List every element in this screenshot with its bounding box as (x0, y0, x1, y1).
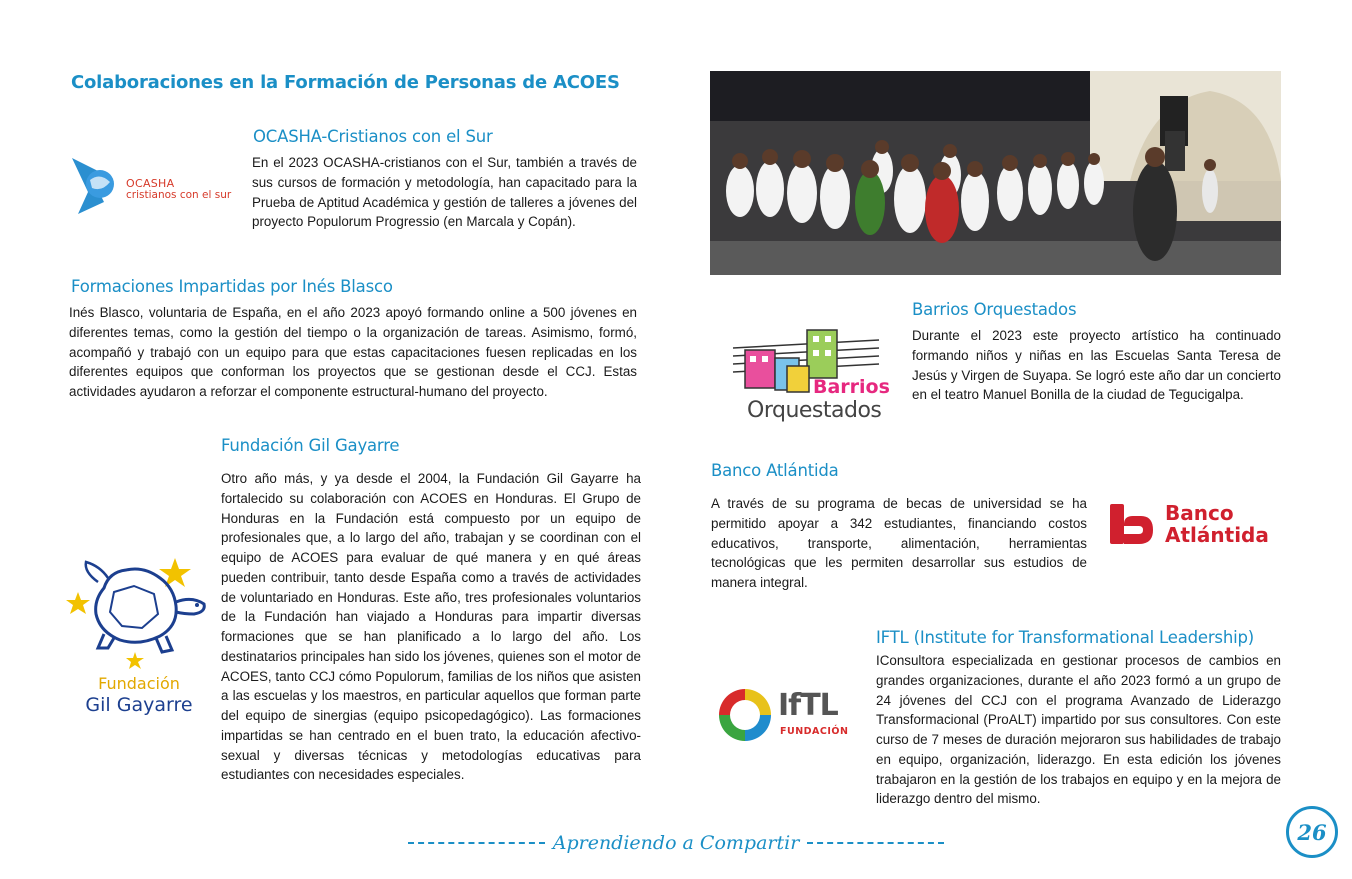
turtle-icon (64, 552, 214, 672)
barrios-orquestados-logo (729, 326, 891, 430)
gil-gayarre-logo-line1: Fundación (98, 674, 180, 693)
footer-dashes-left (408, 842, 545, 844)
iftl-logo-name: IfTL (778, 688, 838, 723)
footer-text: Aprendiendo a Compartir (552, 832, 800, 854)
ocasha-heading: OCASHA-Cristianos con el Sur (253, 127, 493, 146)
banco-heading: Banco Atlántida (711, 461, 839, 480)
banco-logo-line2: Atlántida (1165, 523, 1269, 547)
barrios-logo-line1: Barrios (813, 376, 890, 398)
gil-gayarre-heading: Fundación Gil Gayarre (221, 436, 400, 455)
iftl-logo-subtitle: FUNDACIÓN (780, 726, 849, 737)
iftl-paragraph: IConsultora especializada en gestionar procesos de cambios en grandes organizaciones, durante el año 2023 formó a un grupo de 24 jóvenes del CCJ con el programa Avanzado de Liderazgo Transformacional (ProALT) impartido por sus consultores. Con este curso de 7 meses de duración mejoraron sus habilidades de trabajo en equipo, organización, liderazgo. En esta edición los jóvenes trabajaron en la gestión de los trabajos en equipo y en la mejora de liderazgo dentro del mismo. (876, 653, 1281, 807)
footer-banner (408, 830, 944, 856)
banco-logo-line1: Banco (1165, 501, 1234, 525)
ocasha-logo-name: OCASHA (126, 177, 175, 190)
choir-photo-illustration (710, 71, 1281, 275)
ines-heading: Formaciones Impartidas por Inés Blasco (71, 277, 393, 296)
barrios-heading: Barrios Orquestados (912, 300, 1077, 319)
iftl-logo (716, 686, 852, 746)
banco-atlantida-logo (1109, 502, 1281, 548)
footer-dashes-right (807, 842, 944, 844)
banco-paragraph: A través de su programa de becas de universidad se ha permitido apoyar a 342 estudiantes, financiando costos educativos, transporte, alimentación, herramientas tecnológicas que les permiten desarrollar sus estudios de manera integral. (711, 496, 1087, 590)
barrios-logo-line2: Orquestados (747, 398, 882, 423)
banco-mark-icon (1109, 502, 1155, 546)
ocasha-logo (70, 152, 236, 216)
iftl-ring-icon (716, 686, 774, 744)
ocasha-logo-tagline: cristianos con el sur (126, 189, 232, 201)
gil-gayarre-logo-line2: Gil Gayarre (85, 694, 193, 716)
ines-paragraph: Inés Blasco, voluntaria de España, en el año 2023 apoyó formando online a 500 jóvenes en diferentes temas, como la gestión del tiempo o la organización de tareas. Asimismo, formó, acompañó y trabajó con un equipo para que estas capacitaciones fuesen replicadas en los diferentes equipos que conforman los proyectos que se gestionan desde el CCJ. Estas actividades ayudaron a reforzar el componente estructural-humano del proyecto. (69, 305, 637, 399)
page-title: Colaboraciones en la Formación de Personas de ACOES (71, 72, 620, 93)
gil-gayarre-logo (64, 552, 214, 724)
gil-gayarre-paragraph: Otro año más, y ya desde el 2004, la Fundación Gil Gayarre ha fortalecido su colaboración con ACOES en Honduras. El Grupo de Honduras en la Fundación está compuesto por un equipo de profesionales que, a lo largo del año, trabajan y se coordinan con el equipo de ACOES para evaluar de qué manera y en qué áreas pueden contribuir, tanto desde España como a través de actividades de voluntariado en Honduras. Este año, tres profesionales voluntarios de la Fundación han viajado a Honduras para impartir diversas formaciones que se han planificado a lo largo del año. Los destinatarios principales han sido los jóvenes, quienes son el motor de ACOES, tanto CCJ cómo Populorum, familias de los niños que asisten a las escuelas y los maestros, en particular aquellos que forman parte del equipo de sinergias (equipo psicopedagógico). Las formaciones impartidas se han centrado en el buen trato, la educación afectivo-sexual y diversas técnicas y metodologías educativas para estudiantes con necesidades especiales. (221, 471, 641, 783)
choir-photo (710, 71, 1281, 275)
ocasha-paragraph: En el 2023 OCASHA-cristianos con el Sur, también a través de sus cursos de formación y metodología, han capacitado para la Prueba de Aptitud Académica y gestión de talleres a jóvenes del proyecto Populorum Progressio (en Marcala y Copán). (252, 155, 637, 230)
iftl-heading: IFTL (Institute for Transformational Leadership) (876, 628, 1254, 647)
page-number: 26 (1286, 806, 1338, 858)
barrios-paragraph: Durante el 2023 este proyecto artístico ha continuado formando niños y niñas en las Escuelas Santa Teresa de Jesús y Virgen de Suyapa. Se logró este año dar un concierto en el teatro Manuel Bonilla de la ciudad de Tegucigalpa. (912, 328, 1281, 403)
